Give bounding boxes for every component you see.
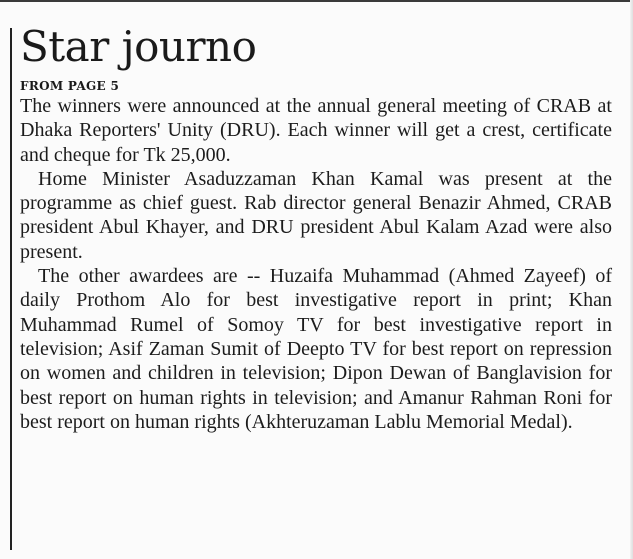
article-body [20, 22, 612, 434]
top-border-rule [0, 0, 633, 2]
column-rule [10, 28, 12, 550]
article-paragraph-3: The other awardees are -- Huzaifa Muhammad (Ahmed Zayeef) of daily Prothom Alo for best investigative report in print; Khan Muhammad Rumel of Somoy TV for best investigative report in television; Asif Zaman Sumit of Deepto TV for best report on repression on women and children in television; Dipon Dewan of Banglavision for best report on human rights in television; and Amanur Rahman Roni for best report on human rights (Akhteruzaman Lablu Memorial Medal). [20, 265, 612, 433]
headline: Star journo [20, 22, 257, 71]
article-paragraph-2: Home Minister Asaduzzaman Khan Kamal was present at the programme as chief guest. Rab director general Benazir Ahmed, CRAB president Abul Khayer, and DRU president Abul Kalam Azad were also present. [20, 167, 612, 263]
article-paragraph-1: The winners were announced at the annual general meeting of CRAB at Dhaka Reporters' Unity (DRU). Each winner will get a crest, certificate and cheque for Tk 25,000. [20, 95, 612, 166]
jump-line: FROM PAGE 5 [20, 79, 120, 93]
